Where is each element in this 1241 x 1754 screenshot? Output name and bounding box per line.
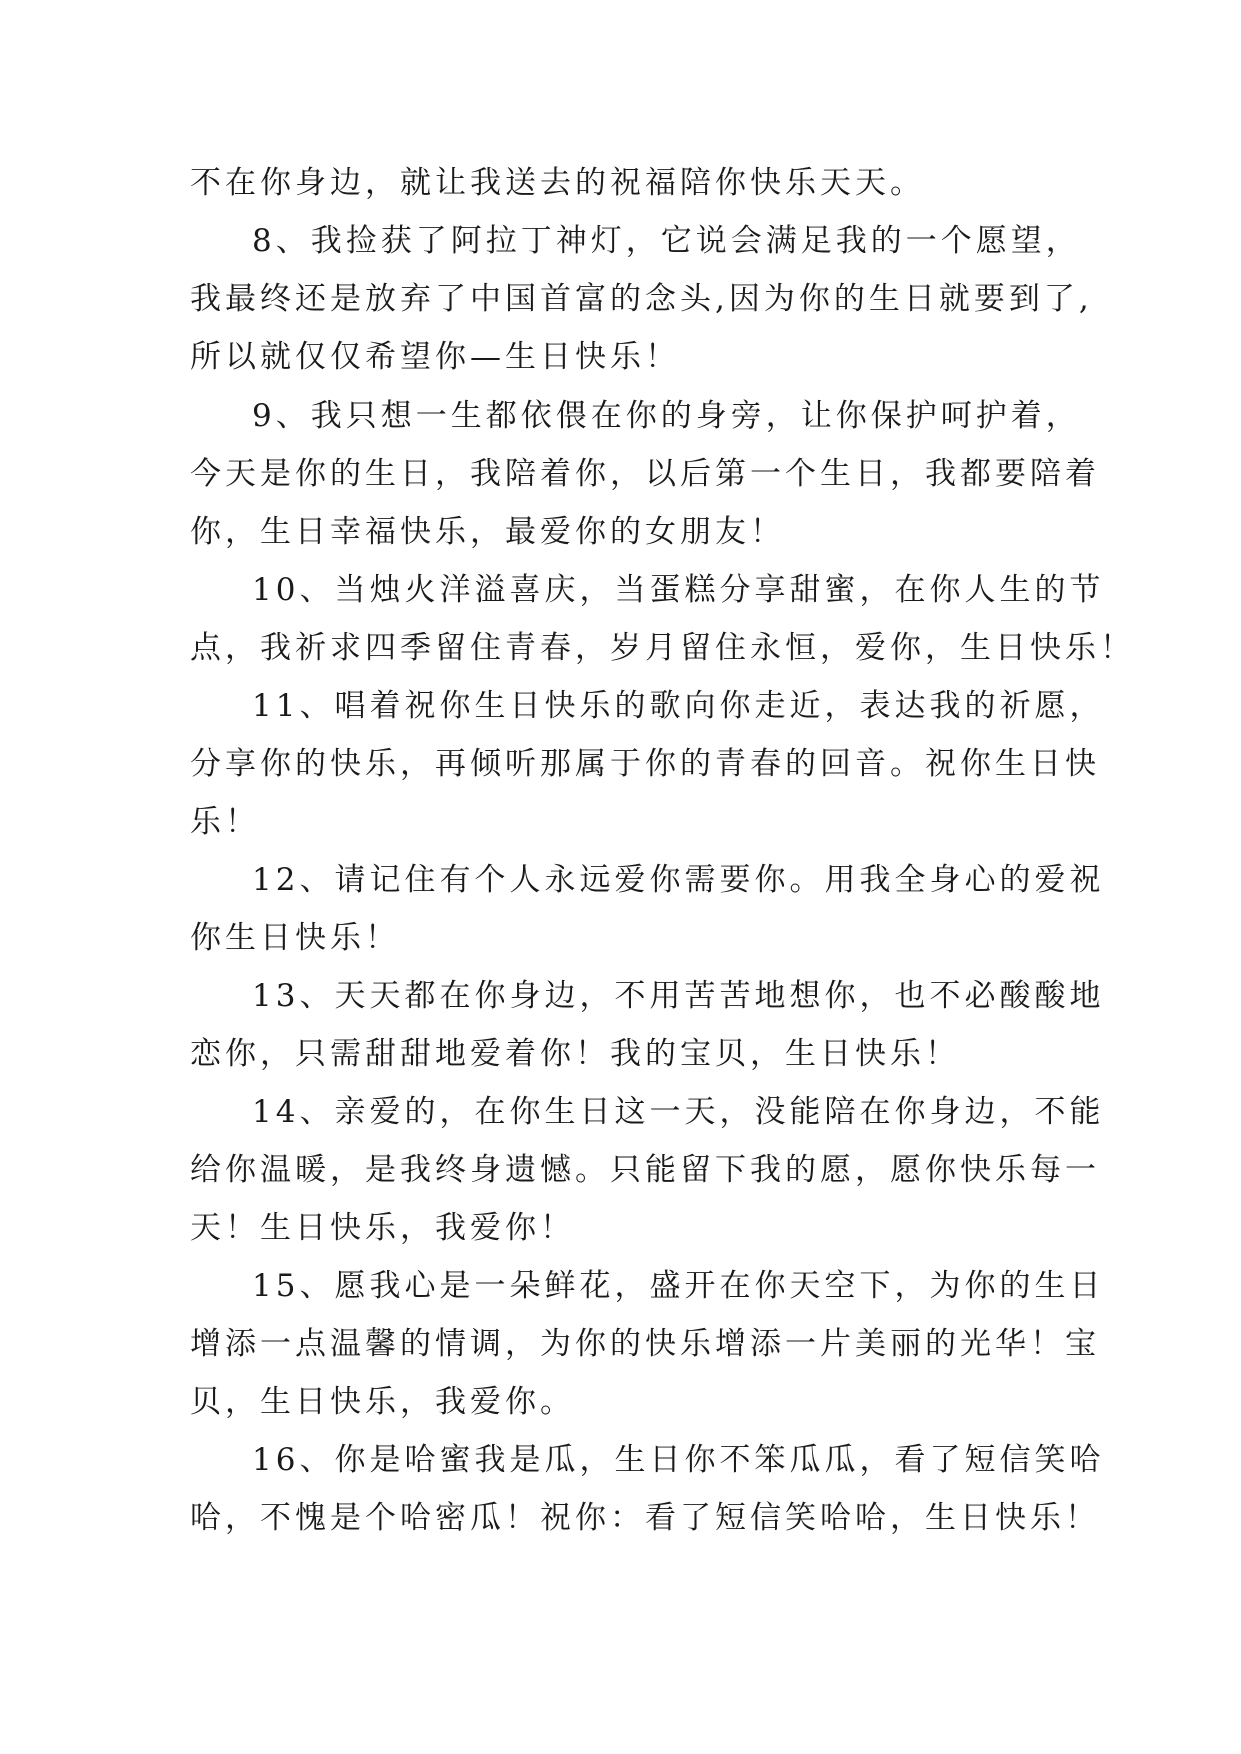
text-line: 贝，生日快乐，我爱你。: [190, 1384, 575, 1420]
text-line: 我最终还是放弃了中国首富的念头,因为你的生日就要到了,: [190, 281, 1093, 317]
text-line: 9、我只想一生都依偎在你的身旁，让你保护呵护着，: [252, 398, 1081, 434]
text-line: 你，生日幸福快乐，最爱你的女朋友！: [190, 514, 785, 550]
text-line: 点，我祈求四季留住青春，岁月留住永恒，爱你，生日快乐！: [190, 630, 1135, 666]
text-line: 恋你，只需甜甜地爱着你！我的宝贝，生日快乐！: [190, 1036, 960, 1072]
text-line: 哈，不愧是个哈密瓜！祝你：看了短信笑哈哈，生日快乐！: [190, 1500, 1100, 1536]
text-line: 8、我捡获了阿拉丁神灯，它说会满足我的一个愿望，: [252, 223, 1081, 259]
text-line: 天！生日快乐，我爱你！: [190, 1210, 575, 1246]
text-line: 不在你身边，就让我送去的祝福陪你快乐天天。: [190, 165, 925, 201]
text-line: 你生日快乐！: [190, 920, 400, 956]
text-line: 12、请记住有个人永远爱你需要你。用我全身心的爱祝: [252, 862, 1105, 898]
text-line: 增添一点温馨的情调，为你的快乐增添一片美丽的光华！宝: [190, 1326, 1100, 1362]
text-line: 13、天天都在你身边，不用苦苦地想你，也不必酸酸地: [252, 978, 1105, 1014]
text-line: 10、当烛火洋溢喜庆，当蛋糕分享甜蜜，在你人生的节: [252, 572, 1105, 608]
text-line: 今天是你的生日，我陪着你，以后第一个生日，我都要陪着: [190, 456, 1100, 492]
text-line: 14、亲爱的，在你生日这一天，没能陪在你身边，不能: [252, 1094, 1105, 1130]
text-line: 乐！: [190, 804, 260, 840]
text-line: 11、唱着祝你生日快乐的歌向你走近，表达我的祈愿，: [252, 688, 1105, 724]
text-line: 16、你是哈蜜我是瓜，生日你不笨瓜瓜，看了短信笑哈: [252, 1442, 1105, 1478]
text-line: 所以就仅仅希望你—生日快乐！: [190, 339, 680, 375]
text-line: 15、愿我心是一朵鲜花，盛开在你天空下，为你的生日: [252, 1268, 1105, 1304]
text-line: 分享你的快乐，再倾听那属于你的青春的回音。祝你生日快: [190, 746, 1100, 782]
text-line: 给你温暖，是我终身遗憾。只能留下我的愿，愿你快乐每一: [190, 1152, 1100, 1188]
